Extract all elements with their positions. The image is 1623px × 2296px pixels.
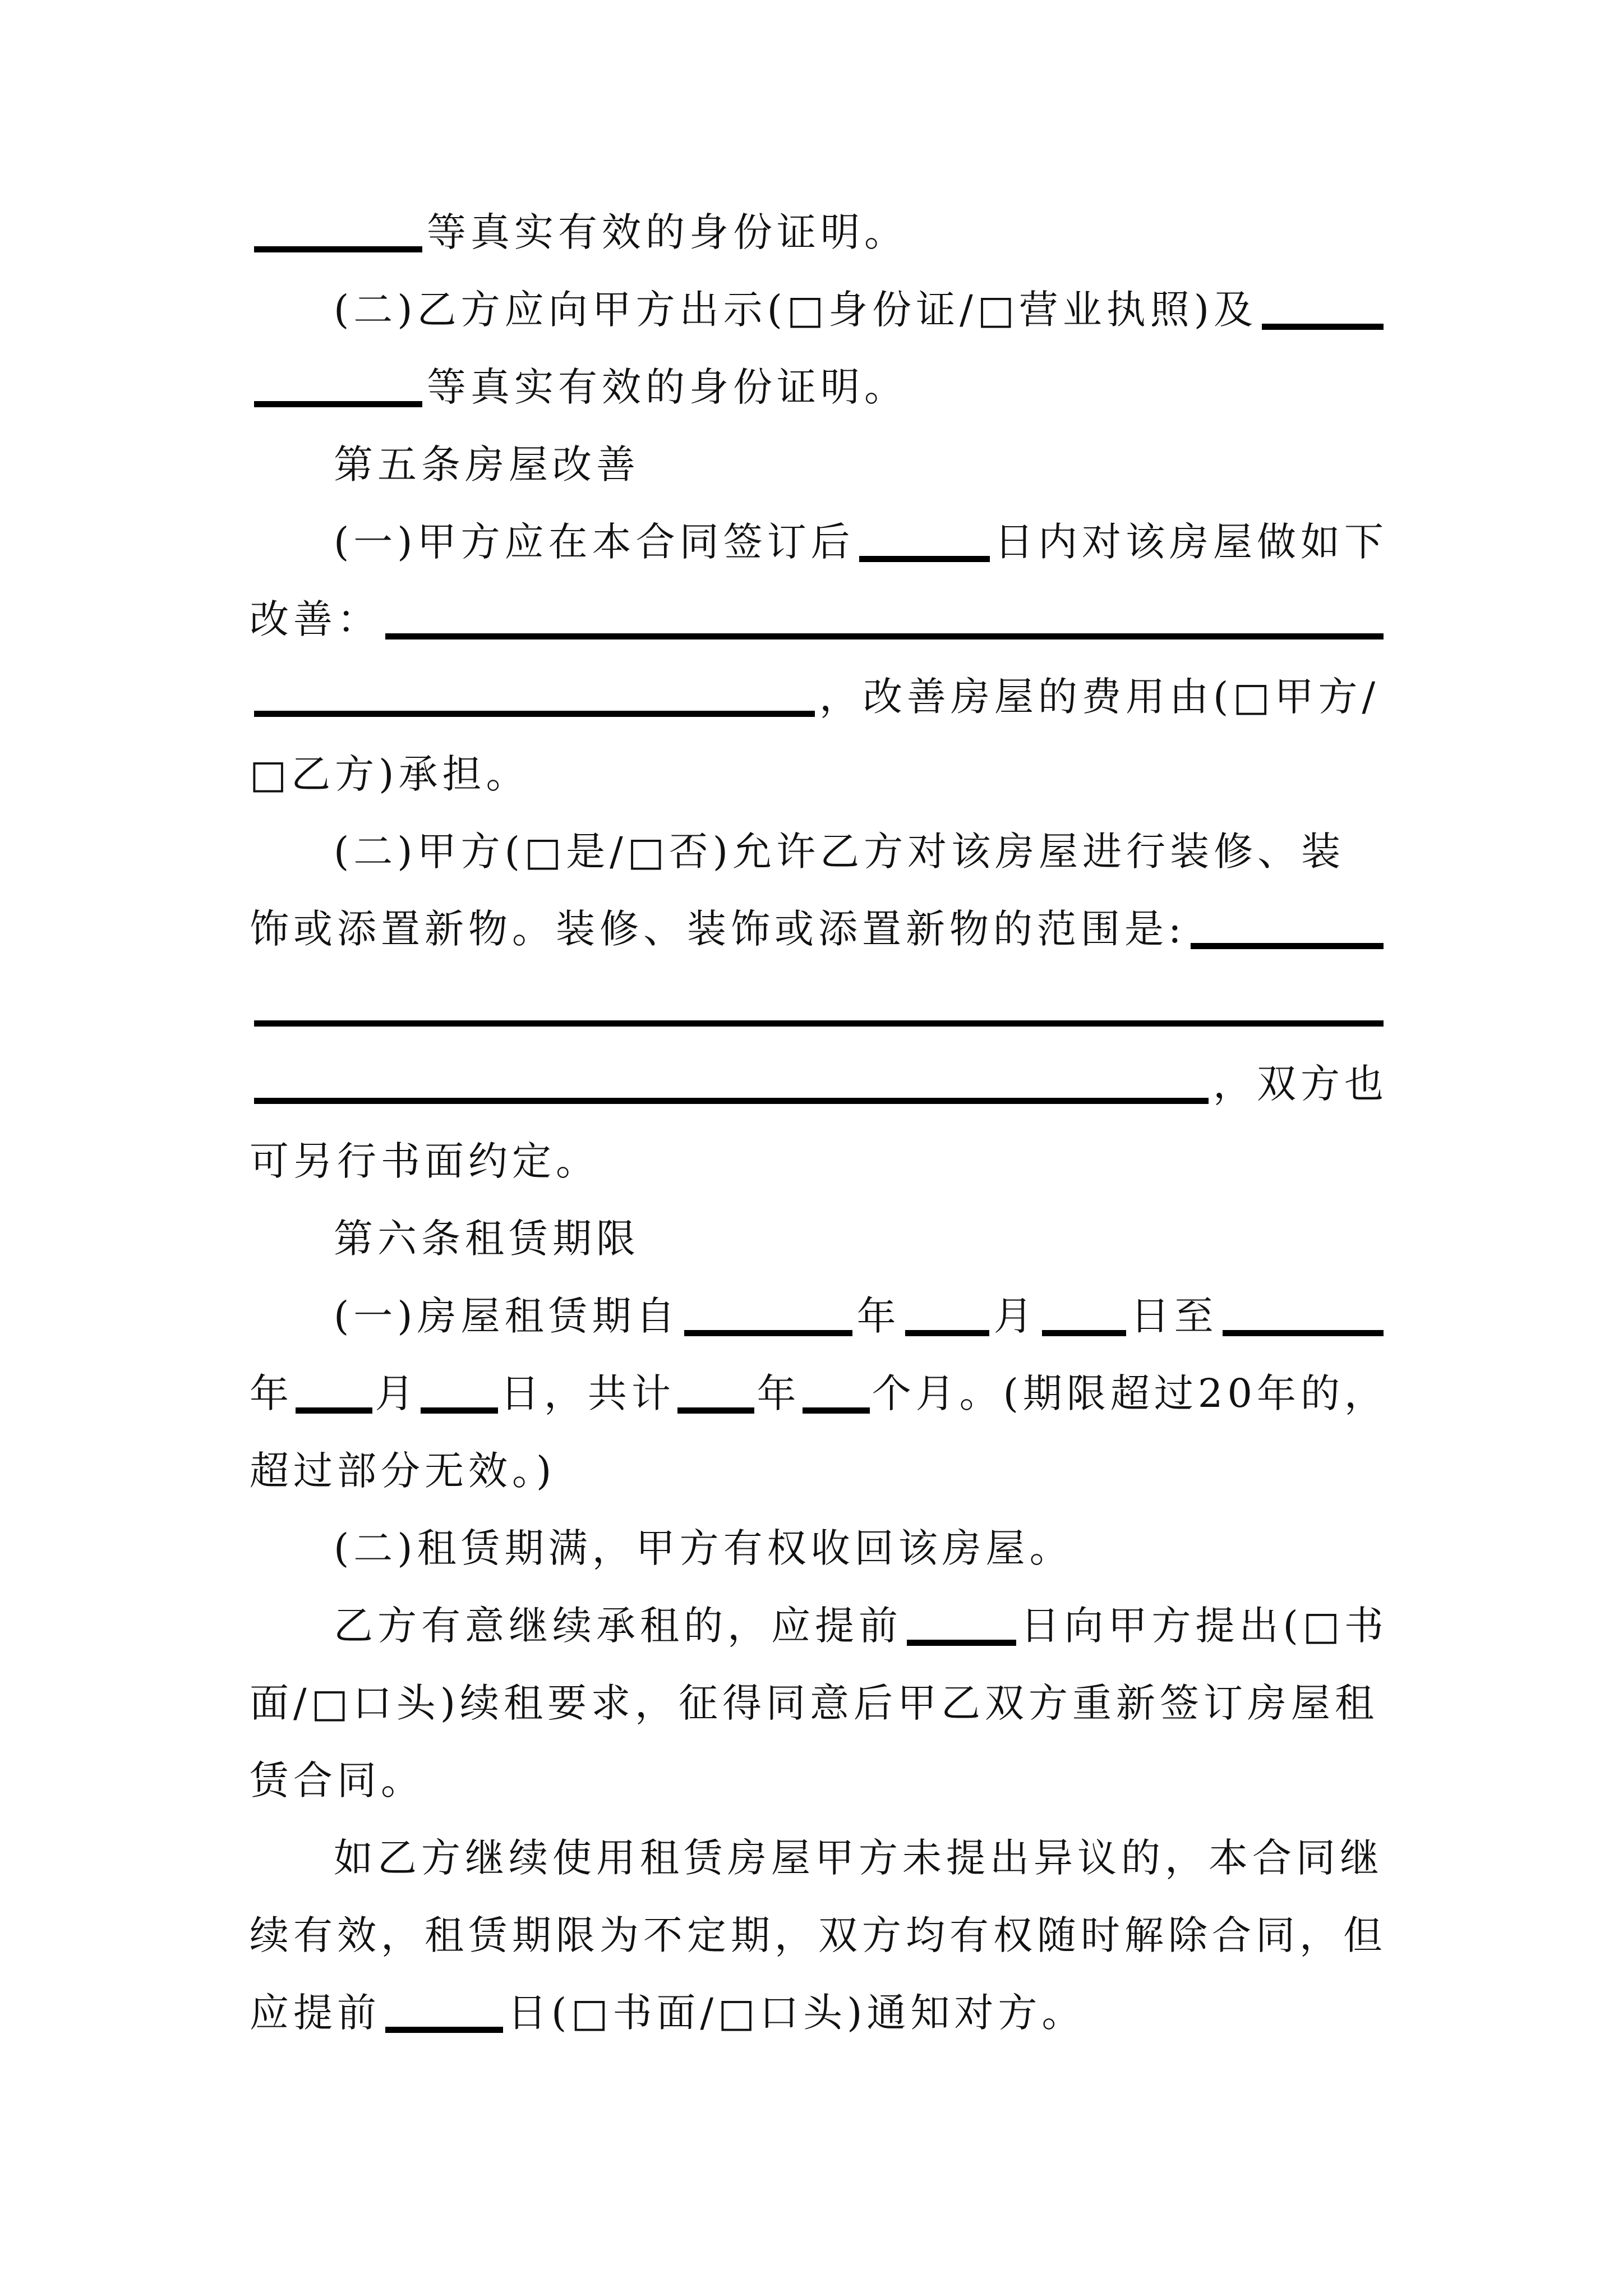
text-line [250, 1045, 1388, 1122]
text-segment: 年 [856, 1293, 901, 1339]
fill-blank [254, 246, 422, 252]
text-segment: 第五条房屋改善 [334, 441, 640, 487]
text-segment: 应提前 [250, 1990, 381, 2036]
fill-blank [254, 401, 422, 407]
text-segment: 个月。(期限超过20年的， [872, 1370, 1388, 1416]
text-segment: 第六条租赁期限 [334, 1216, 640, 1262]
text-line [250, 1974, 1388, 2051]
fill-blank [1223, 1330, 1384, 1336]
text-segment: 乙方有意继续承租的，应提前 [334, 1603, 902, 1649]
text-segment: 月 [993, 1293, 1038, 1339]
text-line [250, 194, 1388, 271]
text-line [250, 1587, 1388, 1664]
fill-blank [803, 1407, 869, 1414]
text-line [250, 1355, 1388, 1432]
text-segment: (二)乙方应向甲方出示(□身份证/□营业执照)及 [334, 287, 1258, 333]
text-segment: 改善： [250, 596, 381, 642]
fill-blank [907, 1640, 1016, 1646]
text-line [250, 1432, 1388, 1510]
text-segment: 日内对该房屋做如下 [994, 519, 1388, 565]
section-heading [250, 1200, 1388, 1277]
text-segment: 等真实有效的身份证明。 [427, 364, 908, 410]
text-segment: (二)租赁期满，甲方有权收回该房屋。 [334, 1525, 1073, 1571]
fill-blank [385, 2027, 503, 2033]
fill-blank [254, 1098, 1209, 1104]
text-segment: 等真实有效的身份证明。 [427, 209, 908, 255]
text-line [250, 813, 1388, 890]
text-segment: 面/□口头)续租要求，征得同意后甲乙双方重新签订房屋租 [250, 1680, 1379, 1726]
text-line [250, 735, 1388, 813]
text-line [250, 1122, 1388, 1200]
text-segment: 日，共计 [500, 1370, 675, 1416]
text-line [250, 348, 1388, 426]
text-segment: ，双方也 [1213, 1061, 1388, 1107]
text-segment: 日(□书面/□口头)通知对方。 [508, 1990, 1086, 2036]
section-heading [250, 426, 1388, 503]
fill-blank [385, 633, 1384, 639]
fill-blank [296, 1407, 372, 1414]
text-segment: 年 [757, 1370, 801, 1416]
text-segment: 续有效，租赁期限为不定期，双方均有权随时解除合同，但 [250, 1912, 1387, 1958]
text-segment: 赁合同。 [250, 1757, 425, 1803]
fill-blank [905, 1330, 989, 1336]
fill-blank [421, 1407, 497, 1414]
text-segment: (一)甲方应在本合同签订后 [334, 519, 855, 565]
document-body [250, 194, 1388, 2051]
text-line [250, 658, 1388, 735]
fill-blank [859, 556, 990, 562]
fill-blank [684, 1330, 852, 1336]
text-segment: 如乙方继续使用租赁房屋甲方未提出异议的，本合同继 [334, 1835, 1384, 1881]
text-line [250, 1277, 1388, 1355]
text-line [250, 1897, 1388, 1974]
text-line [250, 1819, 1388, 1897]
text-segment: ，改善房屋的费用由(□甲方/ [819, 674, 1380, 720]
text-line [250, 890, 1388, 968]
text-segment: □乙方)承担。 [250, 751, 530, 797]
text-line [250, 1664, 1388, 1742]
text-line [250, 1510, 1388, 1587]
text-line [250, 503, 1388, 581]
blank-line [250, 968, 1388, 1045]
fill-blank [254, 711, 815, 717]
text-line [250, 271, 1388, 348]
text-line [250, 581, 1388, 658]
text-segment: 饰或添置新物。装修、装饰或添置新物的范围是: [250, 906, 1186, 952]
text-segment: 日至 [1130, 1293, 1218, 1339]
text-segment: 年 [250, 1370, 293, 1416]
fill-blank [254, 1020, 1384, 1027]
text-segment: (一)房屋租赁期自 [334, 1293, 680, 1339]
text-segment: 日向甲方提出(□书 [1020, 1603, 1388, 1649]
text-segment: 月 [375, 1370, 419, 1416]
fill-blank [1262, 324, 1384, 330]
text-segment: 超过部分无效。) [250, 1448, 556, 1494]
text-segment: 可另行书面约定。 [250, 1138, 600, 1184]
fill-blank [1042, 1330, 1126, 1336]
fill-blank [677, 1407, 754, 1414]
text-segment: (二)甲方(□是/□否)允许乙方对该房屋进行装修、装 [334, 829, 1345, 875]
fill-blank [1191, 943, 1384, 949]
text-line [250, 1742, 1388, 1819]
